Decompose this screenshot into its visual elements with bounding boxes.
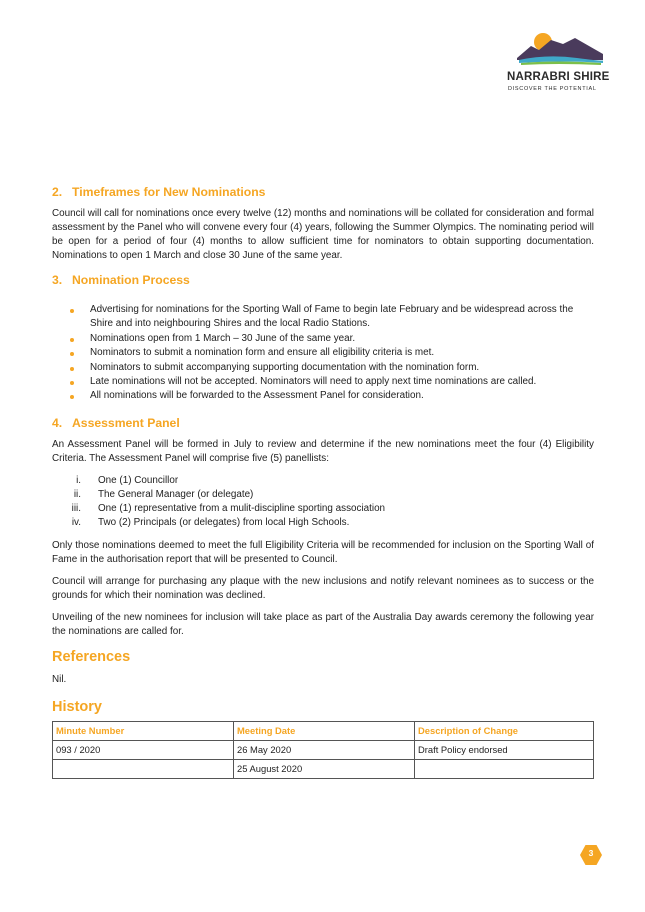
- table-row: [53, 759, 594, 778]
- assessment-panel-intro: An Assessment Panel will be formed in July to review and determine if the new nominations meet the four (4) Eligibility Criteria. The Assessment Panel will comprise five (5) panellists:: [52, 438, 594, 464]
- list-item-text: All nominations will be forwarded to the Assessment Panel for consideration.: [90, 390, 424, 402]
- nomination-process-list: [52, 303, 594, 404]
- bullet-icon: [70, 338, 74, 342]
- list-item-text: One (1) representative from a mulit-discipline sporting association: [98, 503, 386, 515]
- list-item: [52, 332, 594, 346]
- bullet-icon: [70, 309, 74, 313]
- document-body: [52, 185, 594, 779]
- list-item: [52, 303, 594, 332]
- section-title: Nomination Process: [72, 273, 190, 287]
- list-item: [52, 474, 594, 488]
- bullet-icon: [70, 381, 74, 385]
- list-item: [52, 389, 594, 403]
- list-item: [52, 516, 594, 530]
- list-item-text: Two (2) Principals (or delegates) from local High Schools.: [98, 517, 350, 529]
- table-cell: 25 August 2020: [234, 759, 415, 778]
- list-item-text: Nominations open from 1 March – 30 June of the same year.: [90, 332, 356, 344]
- logo-name: NARRABRI SHIRE: [507, 71, 610, 83]
- section-heading-timeframes: [52, 185, 594, 199]
- table-row: [53, 740, 594, 759]
- section-heading-assessment-panel: [52, 416, 594, 430]
- column-header: Minute Number: [53, 721, 234, 740]
- list-item-text: Late nominations will not be accepted. Nominators will need to apply next time nominations are called.: [90, 376, 537, 388]
- table-header-row: [53, 721, 594, 740]
- list-item: [52, 346, 594, 360]
- list-item: [52, 502, 594, 516]
- list-item-text: Nominators to submit accompanying supporting documentation with the nomination form.: [90, 361, 480, 373]
- list-item: [52, 361, 594, 375]
- list-item-text: Nominators to submit a nomination form and ensure all eligibility criteria is met.: [90, 347, 435, 359]
- section-title: Assessment Panel: [72, 415, 180, 430]
- section-number: 2.: [52, 185, 63, 199]
- list-numeral: ii.: [73, 489, 81, 501]
- list-numeral: i.: [76, 474, 81, 486]
- section-number: 3.: [52, 273, 63, 287]
- table-cell: Draft Policy endorsed: [415, 740, 594, 759]
- section-number: 4.: [52, 415, 63, 430]
- list-item: [52, 488, 594, 502]
- history-table: [52, 721, 594, 779]
- references-heading: References: [52, 648, 131, 665]
- list-item: [52, 375, 594, 389]
- section-heading-nomination-process: [52, 273, 594, 287]
- table-cell: 26 May 2020: [234, 740, 415, 759]
- logo-mountain-icon: [517, 30, 603, 68]
- table-cell: [53, 759, 234, 778]
- column-header: Meeting Date: [234, 721, 415, 740]
- table-cell: [415, 759, 594, 778]
- column-header: Description of Change: [415, 721, 594, 740]
- page-number-badge: [580, 845, 602, 865]
- eligibility-paragraph: Only those nominations deemed to meet the full Eligibility Criteria will be recommended for inclusion on the Sporting Wall of Fame in the authorisation report that will be presented to Council.: [52, 539, 594, 565]
- narrabri-shire-logo: [505, 30, 617, 98]
- table-cell: 093 / 2020: [53, 740, 234, 759]
- bullet-icon: [70, 367, 74, 371]
- unveiling-paragraph: Unveiling of the new nominees for inclusion will take place as part of the Australia Day awards ceremony the following year the nominations are called for.: [52, 611, 594, 637]
- list-item-text: One (1) Councillor: [98, 474, 179, 486]
- plaque-paragraph: Council will arrange for purchasing any plaque with the new inclusions and notify relevant nominees as to success or the grounds for which their nomination was declined.: [52, 575, 594, 601]
- history-heading: History: [52, 698, 102, 715]
- timeframes-paragraph: Council will call for nominations once every twelve (12) months and nominations will be collated for consideration and formal assessment by the Panel who will convene every four (4) years, following the Summer Olympics. The nominating period will be open for a period of four (4) months to allow sufficient time for nominators to obtain supporting documentation. Nominations to open 1 March and close 30 June of the same year.: [52, 208, 594, 261]
- section-title: Timeframes for New Nominations: [72, 185, 266, 199]
- bullet-icon: [70, 352, 74, 356]
- bullet-icon: [70, 395, 74, 399]
- references-text: Nil.: [52, 673, 67, 685]
- list-item-text: Advertising for nominations for the Sporting Wall of Fame to begin late February and be widespread across the Shire and into neighbouring Shires and the local Radio Stations.: [90, 304, 574, 330]
- panel-members-list: [52, 474, 594, 531]
- list-item-text: The General Manager (or delegate): [98, 489, 254, 501]
- list-numeral: iii.: [71, 503, 81, 515]
- list-numeral: iv.: [71, 517, 81, 529]
- page-number: 3: [588, 848, 594, 858]
- logo-tagline: DISCOVER THE POTENTIAL: [508, 86, 597, 92]
